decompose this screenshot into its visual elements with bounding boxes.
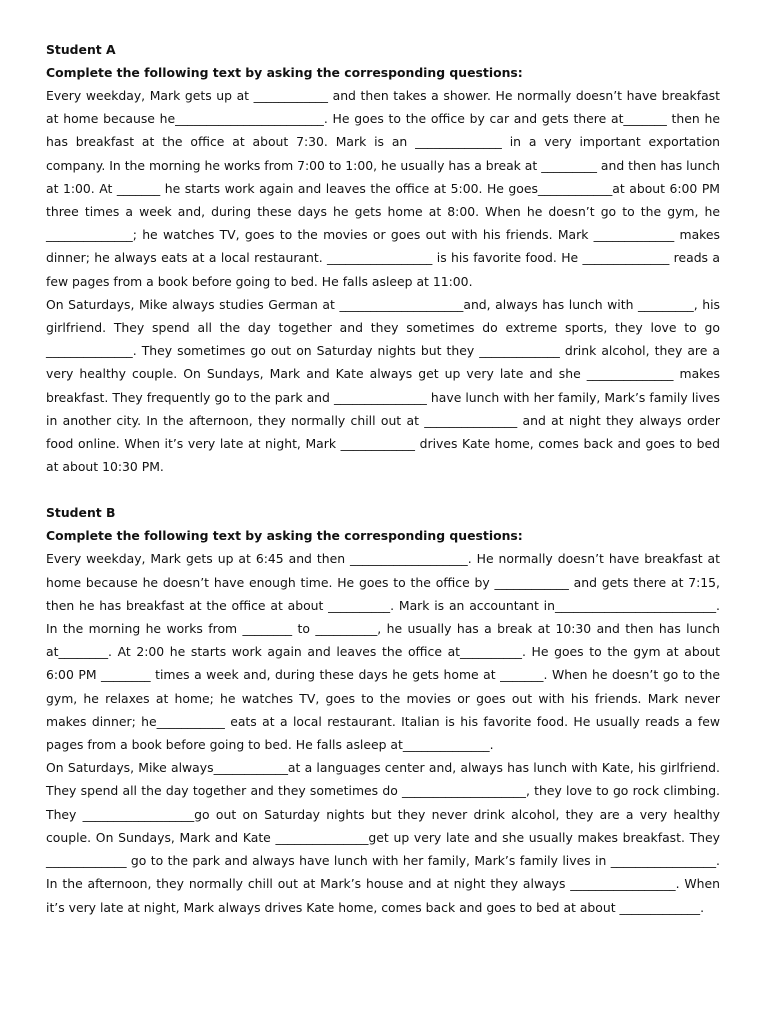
student-a-paragraph-weekend: On Saturdays, Mike always studies German at ____________________and, always has lunch with _________, his girlfriend. They spend all the day together and they sometimes do extreme sports, they love to go ______________. They sometimes go out on Saturday nights but they _____________ drink alcohol, they are a very healthy couple. On Sundays, Mark and Kate always get up very late and she ______________ makes breakfast. They frequently go to the park and _______________ have lunch with her family, Mark’s family lives in another city. In the afternoon, they normally chill out at _______________ and at night they always order food online. When it’s very late at night, Mark ____________ drives Kate home, comes back and goes to bed at about 10:30 PM. xyxy=(46,296,720,475)
student-b-instruction: Complete the following text by asking the corresponding questions: xyxy=(46,528,523,544)
student-a-instruction: Complete the following text by asking the corresponding questions: xyxy=(46,65,523,80)
student-a-paragraph-weekday: Every weekday, Mark gets up at ____________ and then takes a shower. He normally doesn’t have breakfast at home because he________________________. He goes to the office by car and gets there at_______ then he has breakfast at the office at about 7:30. Mark is an ______________ in a very important exportation company. In the morning he works from 7:00 to 1:00, he usually has a break at _________ and then has lunch at 1:00. At _______ he starts work again and leaves the office at 5:00. He goes____________at about 6:00 PM three times a week and, during these days he gets home at 8:00. When he doesn’t go to the gym, he ______________; he watches TV, goes to the movies or goes out with his friends. Mark _____________ makes dinner; he always eats at a local restaurant. _________________ is his favorite food. He ______________ reads a few pages from a book before going to bed. He falls asleep at 11:00. xyxy=(46,88,720,289)
student-b-paragraph-weekday: Every weekday, Mark gets up at 6:45 and then ___________________. He normally doesn’t have breakfast at home because he doesn’t have enough time. He goes to the office by ____________ and gets there at 7:15, then he has breakfast at the office at about __________. Mark is an accountant in__________________________. In the morning he works from ________ to __________, he usually has a break at 10:30 and then has lunch at________. At 2:00 he starts work again and leaves the office at__________. He goes to the gym at about 6:00 PM ________ times a week and, during these days he gets home at _______. When he doesn’t go to the gym, he relaxes at home; he watches TV, goes to the movies or goes out with his friends. Mark never makes dinner; he___________ eats at a local restaurant. Italian is his favorite food. He usually reads a few pages from a book before going to bed. He falls asleep at______________. xyxy=(46,551,720,753)
worksheet-page xyxy=(46,38,720,919)
student-a-section xyxy=(46,38,720,478)
student-a-title: Student A xyxy=(46,42,116,57)
student-b-section xyxy=(46,501,720,918)
student-b-title: Student B xyxy=(46,505,116,521)
student-b-paragraph-weekend: On Saturdays, Mike always____________at a languages center and, always has lunch with Kate, his girlfriend. They spend all the day together and they sometimes do ____________________, they love to go rock climbing. They __________________go out on Saturday nights but they never drink alcohol, they are a very healthy couple. On Sundays, Mark and Kate _______________get up very late and she usually makes breakfast. They _____________ go to the park and always have lunch with her family, Mark’s family lives in _________________. In the afternoon, they normally chill out at Mark’s house and at night they always _________________. When it’s very late at night, Mark always drives Kate home, comes back and goes to bed at about _____________. xyxy=(46,760,720,915)
